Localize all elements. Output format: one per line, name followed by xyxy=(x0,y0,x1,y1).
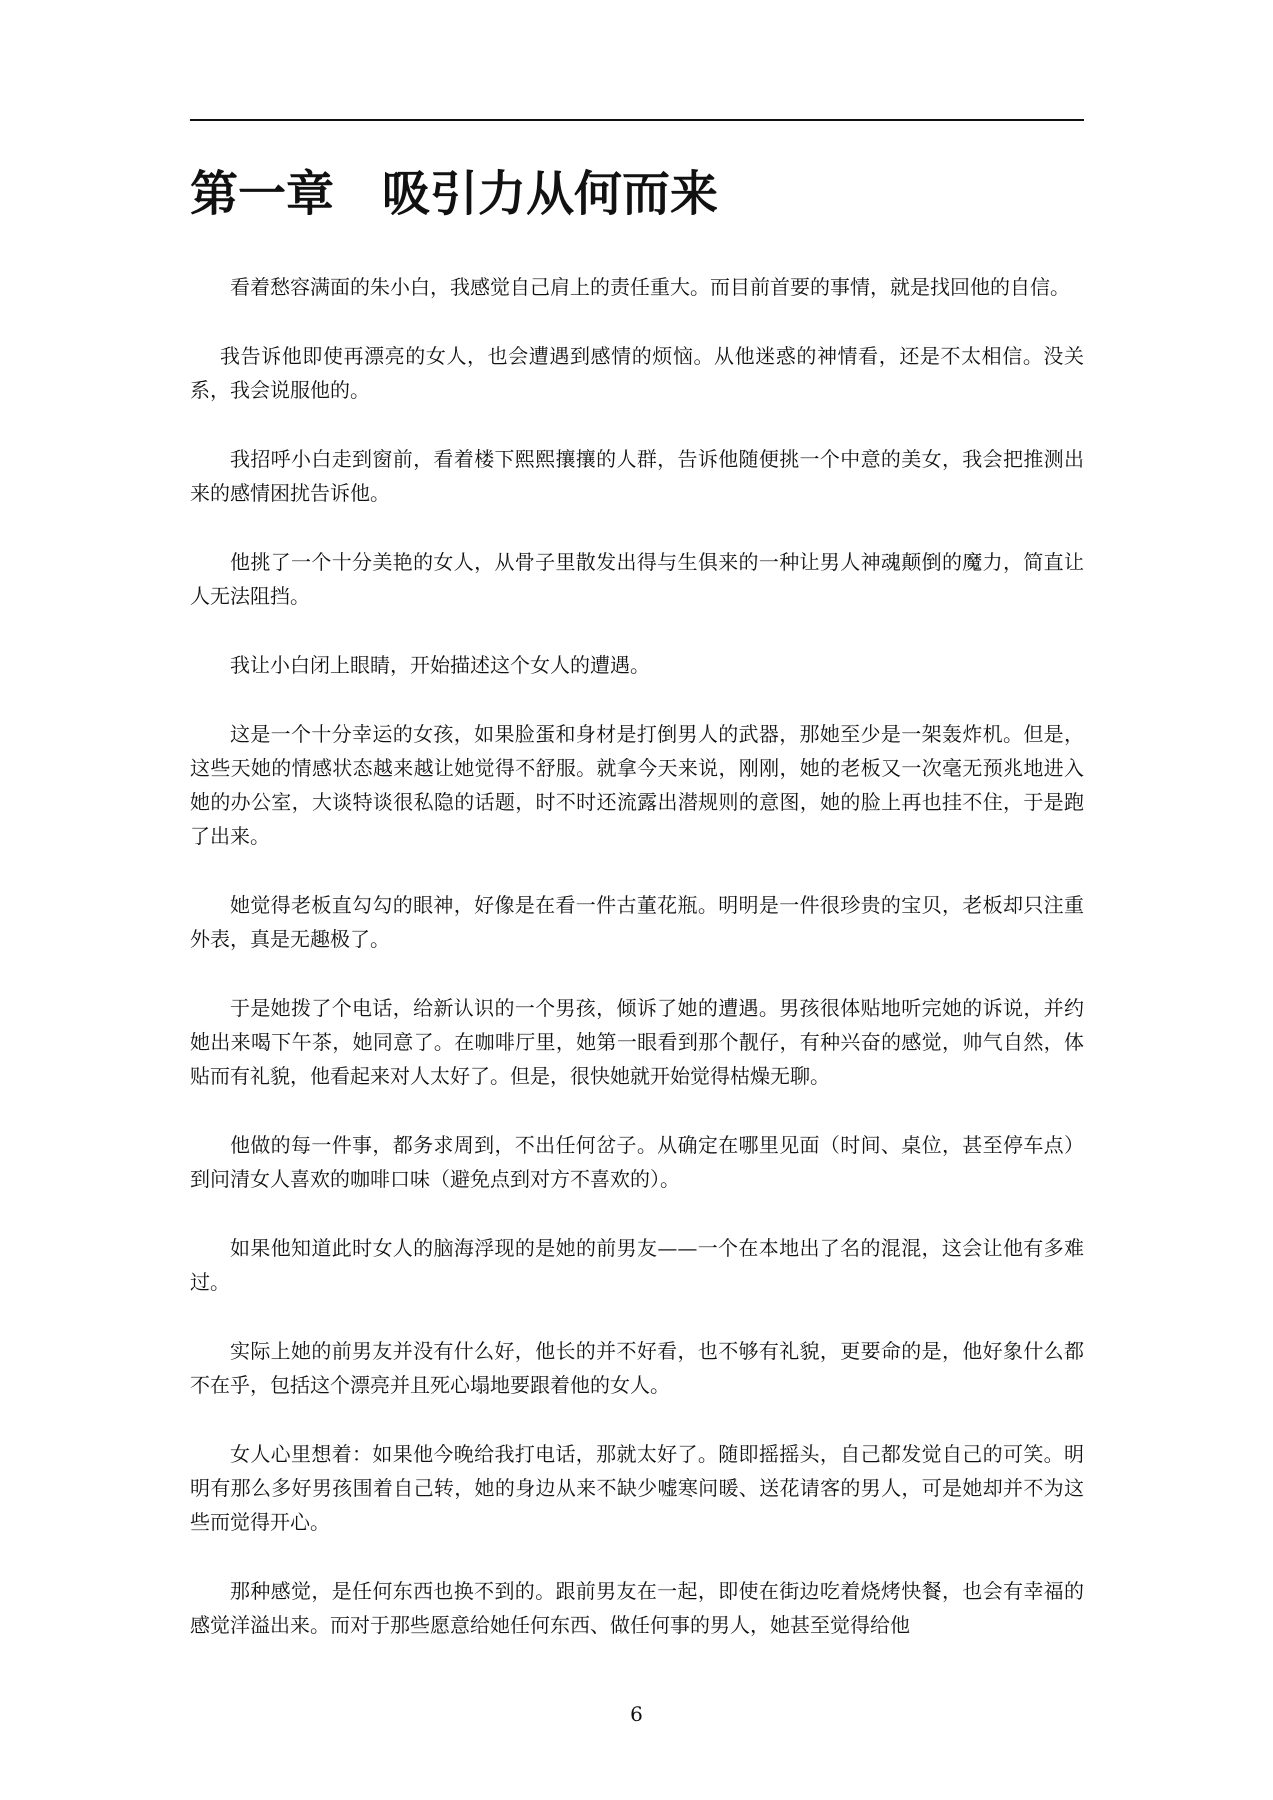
paragraph: 如果他知道此时女人的脑海浮现的是她的前男友——一个在本地出了名的混混，这会让他有多难过。 xyxy=(190,1236,1084,1294)
paragraph: 实际上她的前男友并没有什么好，他长的并不好看，也不够有礼貌，更要命的是，他好象什么都不在乎，包括这个漂亮并且死心塌地要跟着他的女人。 xyxy=(190,1339,1084,1397)
page-number: 6 xyxy=(630,1702,643,1726)
paragraph: 这是一个十分幸运的女孩，如果脸蛋和身材是打倒男人的武器，那她至少是一架轰炸机。但是，这些天她的情感状态越来越让她觉得不舒服。就拿今天来说，刚刚，她的老板又一次毫无预兆地进入她的办公室，大谈特谈很私隐的话题，时不时还流露出潜规则的意图，她的脸上再也挂不住，于是跑了出来。 xyxy=(190,722,1084,848)
paragraph: 那种感觉，是任何东西也换不到的。跟前男友在一起，即使在街边吃着烧烤快餐，也会有幸福的感觉洋溢出来。而对于那些愿意给她任何东西、做任何事的男人，她甚至觉得给他 xyxy=(190,1579,1084,1637)
paragraph: 我招呼小白走到窗前，看着楼下熙熙攘攘的人群，告诉他随便挑一个中意的美女，我会把推测出来的感情困扰告诉他。 xyxy=(190,447,1084,505)
paragraph: 他挑了一个十分美艳的女人，从骨子里散发出得与生俱来的一种让男人神魂颠倒的魔力，简直让人无法阻挡。 xyxy=(190,550,1084,608)
paragraph: 她觉得老板直勾勾的眼神，好像是在看一件古董花瓶。明明是一件很珍贵的宝贝，老板却只注重外表，真是无趣极了。 xyxy=(190,893,1084,951)
paragraph: 我告诉他即使再漂亮的女人，也会遭遇到感情的烦恼。从他迷惑的神情看，还是不太相信。没关系，我会说服他的。 xyxy=(190,344,1084,402)
paragraph: 他做的每一件事，都务求周到，不出任何岔子。从确定在哪里见面（时间、桌位，甚至停车点）到问清女人喜欢的咖啡口味（避免点到对方不喜欢的）。 xyxy=(190,1133,1084,1191)
paragraph: 于是她拨了个电话，给新认识的一个男孩，倾诉了她的遭遇。男孩很体贴地听完她的诉说，并约她出来喝下午茶，她同意了。在咖啡厅里，她第一眼看到那个靓仔，有种兴奋的感觉，帅气自然，体贴而有礼貌，他看起来对人太好了。但是，很快她就开始觉得枯燥无聊。 xyxy=(190,996,1084,1088)
paragraph: 我让小白闭上眼睛，开始描述这个女人的遭遇。 xyxy=(230,653,650,677)
paragraph: 看着愁容满面的朱小白，我感觉自己肩上的责任重大。而目前首要的事情，就是找回他的自信。 xyxy=(230,275,1070,299)
chapter-title: 第一章 吸引力从何而来 xyxy=(190,166,719,222)
paragraph: 女人心里想着：如果他今晚给我打电话，那就太好了。随即摇摇头，自己都发觉自己的可笑。明明有那么多好男孩围着自己转，她的身边从来不缺少嘘寒问暖、送花请客的男人，可是她却并不为这些而觉得开心。 xyxy=(190,1442,1084,1534)
header-rule xyxy=(190,119,1084,121)
chapter-body xyxy=(190,270,1084,1677)
